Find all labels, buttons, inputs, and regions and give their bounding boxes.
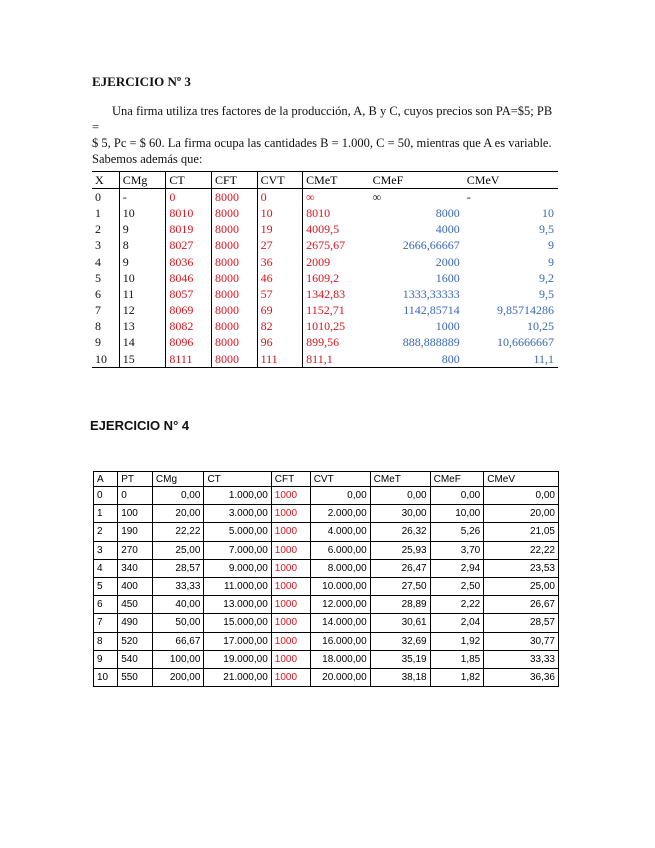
table-cell: 9,5: [539, 222, 554, 237]
table-cell: 46: [257, 270, 303, 286]
table-cell: 10: [119, 205, 166, 221]
table-cell: 25,00: [484, 577, 559, 595]
table-cell: 30,00: [370, 505, 430, 523]
table-cell: 8010: [166, 205, 212, 221]
table-cell: 540: [118, 650, 153, 668]
table-cell: 10: [257, 205, 303, 221]
table-cell: 4009,5: [303, 222, 370, 238]
table-cell: 10: [94, 668, 118, 686]
table-cell: 8000: [211, 189, 257, 206]
table-row: [94, 632, 559, 650]
column-header: CT: [166, 172, 212, 189]
table-row: [94, 650, 559, 668]
column-header: CVT: [310, 472, 370, 487]
ejercicio4-title: EJERCICIO N° 4: [90, 418, 190, 433]
table-cell: 1600: [435, 270, 460, 285]
table-cell: 190: [118, 523, 153, 541]
column-header: CMeF: [430, 472, 484, 487]
table-cell: 20,00: [484, 505, 559, 523]
table-cell: 28,89: [370, 596, 430, 614]
table-header-row: [94, 472, 559, 487]
table-cell: 8.000,00: [310, 559, 370, 577]
table-cell: 8010: [303, 205, 370, 221]
table-cell: 38,18: [370, 668, 430, 686]
table-cell: 6: [95, 286, 101, 301]
table-cell: 11: [119, 286, 166, 302]
table-row: [94, 505, 559, 523]
table-cell: -: [466, 189, 471, 204]
column-header: CFT: [271, 472, 310, 487]
table-row: [94, 523, 559, 541]
table-cell: 8027: [166, 238, 212, 254]
table-cell: 1000: [271, 541, 310, 559]
table-cell: 9: [548, 238, 554, 253]
table-cell: 8000: [211, 286, 257, 302]
table-cell: 9.000,00: [204, 559, 271, 577]
table-cell: 4.000,00: [310, 523, 370, 541]
table-cell: 10: [542, 205, 554, 220]
table-cell: 7.000,00: [204, 541, 271, 559]
table-cell: 270: [118, 541, 153, 559]
table-cell: 1000: [271, 596, 310, 614]
table-cell: 1000: [271, 668, 310, 686]
table-cell: 96: [257, 335, 303, 351]
table-cell: 5,26: [430, 523, 484, 541]
table-cell: 1,85: [430, 650, 484, 668]
table-row: [92, 222, 558, 238]
table-cell: 4000: [435, 222, 460, 237]
column-header: CVT: [257, 172, 303, 189]
table-cell: 1000: [271, 577, 310, 595]
table-cell: 520: [118, 632, 153, 650]
table-row: [92, 351, 558, 368]
table-cell: 1000: [271, 632, 310, 650]
table-cell: 20,00: [152, 505, 204, 523]
table-cell: 23,53: [484, 559, 559, 577]
table-cell: 8000: [211, 351, 257, 368]
column-header: CMeT: [370, 472, 430, 487]
table-cell: 490: [118, 614, 153, 632]
table-cell: 20.000,00: [310, 668, 370, 686]
table-cell: 13: [119, 319, 166, 335]
table-cell: 28,57: [484, 614, 559, 632]
table-cell: 19.000,00: [204, 650, 271, 668]
column-header: CMg: [152, 472, 204, 487]
table-row: [92, 238, 558, 254]
table-cell: 33,33: [484, 650, 559, 668]
table-cell: 1000: [271, 650, 310, 668]
table-cell: 1342,83: [303, 286, 370, 302]
table-cell: 4: [95, 254, 101, 269]
table-row: [92, 189, 558, 206]
table-cell: 5: [94, 577, 118, 595]
table-cell: 66,67: [152, 632, 204, 650]
table-cell: 8: [95, 319, 101, 334]
table-cell: 8082: [166, 319, 212, 335]
table-row: [92, 303, 558, 319]
table-cell: 0,00: [484, 487, 559, 505]
table-cell: 7: [95, 303, 101, 318]
table-cell: 1333,33333: [402, 286, 460, 301]
table-cell: 8000: [211, 303, 257, 319]
table-cell: 1000: [435, 319, 460, 334]
table-row: [92, 286, 558, 302]
table-cell: 8111: [166, 351, 212, 368]
table-row: [92, 254, 558, 270]
table-cell: 6: [94, 596, 118, 614]
table-cell: 8000: [211, 335, 257, 351]
table-cell: 8: [119, 238, 166, 254]
table-cell: 26,47: [370, 559, 430, 577]
table-cell: 1000: [271, 487, 310, 505]
table-cell: 899,56: [303, 335, 370, 351]
table-cell: 32,69: [370, 632, 430, 650]
table-cell: 11,1: [464, 351, 558, 368]
table-cell: 2009: [303, 254, 370, 270]
table-cell: 1000: [271, 523, 310, 541]
column-header: CMeT: [303, 172, 370, 189]
table-cell: 14: [119, 335, 166, 351]
table-cell: 0: [94, 487, 118, 505]
table-cell: 9,2: [539, 270, 554, 285]
table-cell: ∞: [372, 189, 382, 204]
table-cell: 0: [257, 189, 303, 206]
table-cell: 5.000,00: [204, 523, 271, 541]
table-cell: 1010,25: [303, 319, 370, 335]
table-row: [94, 614, 559, 632]
table-cell: 1.000,00: [204, 487, 271, 505]
table-cell: 340: [118, 559, 153, 577]
table-cell: 811,1: [303, 351, 370, 368]
table-cell: 0,00: [152, 487, 204, 505]
table-row: [94, 559, 559, 577]
column-header: X: [92, 172, 119, 189]
table-cell: 82: [257, 319, 303, 335]
table-row: [94, 596, 559, 614]
table-cell: 10,00: [430, 505, 484, 523]
table-cell: 200,00: [152, 668, 204, 686]
table-cell: 8057: [166, 286, 212, 302]
column-header: CMeF: [370, 172, 464, 189]
table-cell: 9,5: [539, 286, 554, 301]
intro-line-2: $ 5, Pc = $ 60. La firma ocupa las cantidades B = 1.000, C = 50, mientras que A es variable.: [92, 136, 552, 150]
table-cell: 1,82: [430, 668, 484, 686]
table-cell: 2: [95, 222, 101, 237]
table-cell: 111: [257, 351, 303, 368]
table-cell: 10,6666667: [497, 335, 554, 350]
table-cell: 1: [94, 505, 118, 523]
table-row: [92, 270, 558, 286]
table-cell: 0,00: [370, 487, 430, 505]
table-cell: 0: [118, 487, 153, 505]
column-header: CMg: [119, 172, 166, 189]
table-header-row: [92, 172, 558, 189]
intro-line-1: Una firma utiliza tres factores de la producción, A, B y C, cuyos precios son PA=$5; PB =: [92, 104, 553, 134]
table-cell: 2675,67: [303, 238, 370, 254]
table-cell: 8000: [435, 205, 460, 220]
table-cell: 7: [94, 614, 118, 632]
table-cell: 1609,2: [303, 270, 370, 286]
table-cell: 10: [92, 351, 119, 368]
table-row: [92, 335, 558, 351]
table-cell: 50,00: [152, 614, 204, 632]
table-cell: 4: [94, 559, 118, 577]
table-cell: 21.000,00: [204, 668, 271, 686]
table-cell: 450: [118, 596, 153, 614]
table-cell: 57: [257, 286, 303, 302]
table-cell: 1152,71: [303, 303, 370, 319]
table-cell: 9: [119, 254, 166, 270]
table-cell: 10,25: [527, 319, 554, 334]
table-cell: 26,67: [484, 596, 559, 614]
table-cell: 2: [94, 523, 118, 541]
column-header: CT: [204, 472, 271, 487]
table-cell: 5: [95, 270, 101, 285]
table-row: [92, 319, 558, 335]
table-cell: 15: [119, 351, 166, 368]
table-cell: 16.000,00: [310, 632, 370, 650]
table-cell: 30,77: [484, 632, 559, 650]
table-cell: -: [119, 189, 166, 206]
table-cell: 12.000,00: [310, 596, 370, 614]
table-cell: 1000: [271, 559, 310, 577]
table-cell: 8069: [166, 303, 212, 319]
table-cell: 36,36: [484, 668, 559, 686]
table-cell: 9: [95, 335, 101, 350]
table-cell: 8000: [211, 270, 257, 286]
table-row: [92, 205, 558, 221]
table-cell: 26,32: [370, 523, 430, 541]
table-cell: 18.000,00: [310, 650, 370, 668]
table-cell: 2,22: [430, 596, 484, 614]
table-cell: 17.000,00: [204, 632, 271, 650]
table-row: [94, 668, 559, 686]
table-cell: 22,22: [484, 541, 559, 559]
table-cell: 3: [95, 238, 101, 253]
table-cell: 8000: [211, 238, 257, 254]
table-cell: 14.000,00: [310, 614, 370, 632]
table-cell: 40,00: [152, 596, 204, 614]
table-cell: 9: [119, 222, 166, 238]
table-cell: 550: [118, 668, 153, 686]
table-cell: 35,19: [370, 650, 430, 668]
ejercicio3-title: EJERCICIO Nº 3: [92, 74, 191, 89]
table-cell: 1142,85714: [403, 303, 460, 318]
table-cell: 10.000,00: [310, 577, 370, 595]
table-cell: 10: [119, 270, 166, 286]
table-cell: 13.000,00: [204, 596, 271, 614]
table-cell: 22,22: [152, 523, 204, 541]
table-cell: 400: [118, 577, 153, 595]
table-cell: 8000: [211, 222, 257, 238]
table-cell: 8: [94, 632, 118, 650]
table-cell: 2.000,00: [310, 505, 370, 523]
table-cell: ∞: [303, 189, 370, 206]
table-row: [94, 577, 559, 595]
table-cell: 8046: [166, 270, 212, 286]
intro-line-3: Sabemos además que:: [92, 152, 203, 166]
ejercicio3-intro: [92, 103, 562, 167]
table-cell: 8000: [211, 254, 257, 270]
ejercicio3-table: [92, 171, 558, 368]
table-cell: 9: [548, 254, 554, 269]
table-cell: 25,00: [152, 541, 204, 559]
table-cell: 1: [95, 205, 101, 220]
table-cell: 3.000,00: [204, 505, 271, 523]
table-cell: 9,85714286: [497, 303, 554, 318]
table-cell: 1000: [271, 614, 310, 632]
table-cell: 0: [166, 189, 212, 206]
table-cell: 0,00: [430, 487, 484, 505]
table-cell: 3,70: [430, 541, 484, 559]
table-cell: 8036: [166, 254, 212, 270]
column-header: CMeV: [464, 172, 558, 189]
table-cell: 69: [257, 303, 303, 319]
table-cell: 800: [370, 351, 464, 368]
table-cell: 30,61: [370, 614, 430, 632]
table-cell: 8096: [166, 335, 212, 351]
table-cell: 3: [94, 541, 118, 559]
table-cell: 0: [95, 189, 101, 204]
table-cell: 2000: [435, 254, 460, 269]
column-header: PT: [118, 472, 153, 487]
table-cell: 19: [257, 222, 303, 238]
table-cell: 0,00: [310, 487, 370, 505]
table-cell: 6.000,00: [310, 541, 370, 559]
table-cell: 1000: [271, 505, 310, 523]
table-cell: 2,04: [430, 614, 484, 632]
column-header: CMeV: [484, 472, 559, 487]
table-cell: 2,94: [430, 559, 484, 577]
table-cell: 8019: [166, 222, 212, 238]
table-cell: 36: [257, 254, 303, 270]
table-cell: 2666,66667: [402, 238, 460, 253]
table-cell: 33,33: [152, 577, 204, 595]
column-header: CFT: [211, 172, 257, 189]
table-cell: 25,93: [370, 541, 430, 559]
table-row: [94, 541, 559, 559]
ejercicio4-table: [93, 471, 559, 687]
table-cell: 8000: [211, 205, 257, 221]
table-cell: 27,50: [370, 577, 430, 595]
column-header: A: [94, 472, 118, 487]
table-cell: 100,00: [152, 650, 204, 668]
table-cell: 2,50: [430, 577, 484, 595]
table-cell: 27: [257, 238, 303, 254]
table-row: [94, 487, 559, 505]
table-cell: 888,888889: [402, 335, 460, 350]
table-cell: 15.000,00: [204, 614, 271, 632]
table-cell: 28,57: [152, 559, 204, 577]
table-cell: 9: [94, 650, 118, 668]
table-cell: 11.000,00: [204, 577, 271, 595]
table-cell: 8000: [211, 319, 257, 335]
table-cell: 21,05: [484, 523, 559, 541]
table-cell: 1,92: [430, 632, 484, 650]
table-cell: 12: [119, 303, 166, 319]
table-cell: 100: [118, 505, 153, 523]
